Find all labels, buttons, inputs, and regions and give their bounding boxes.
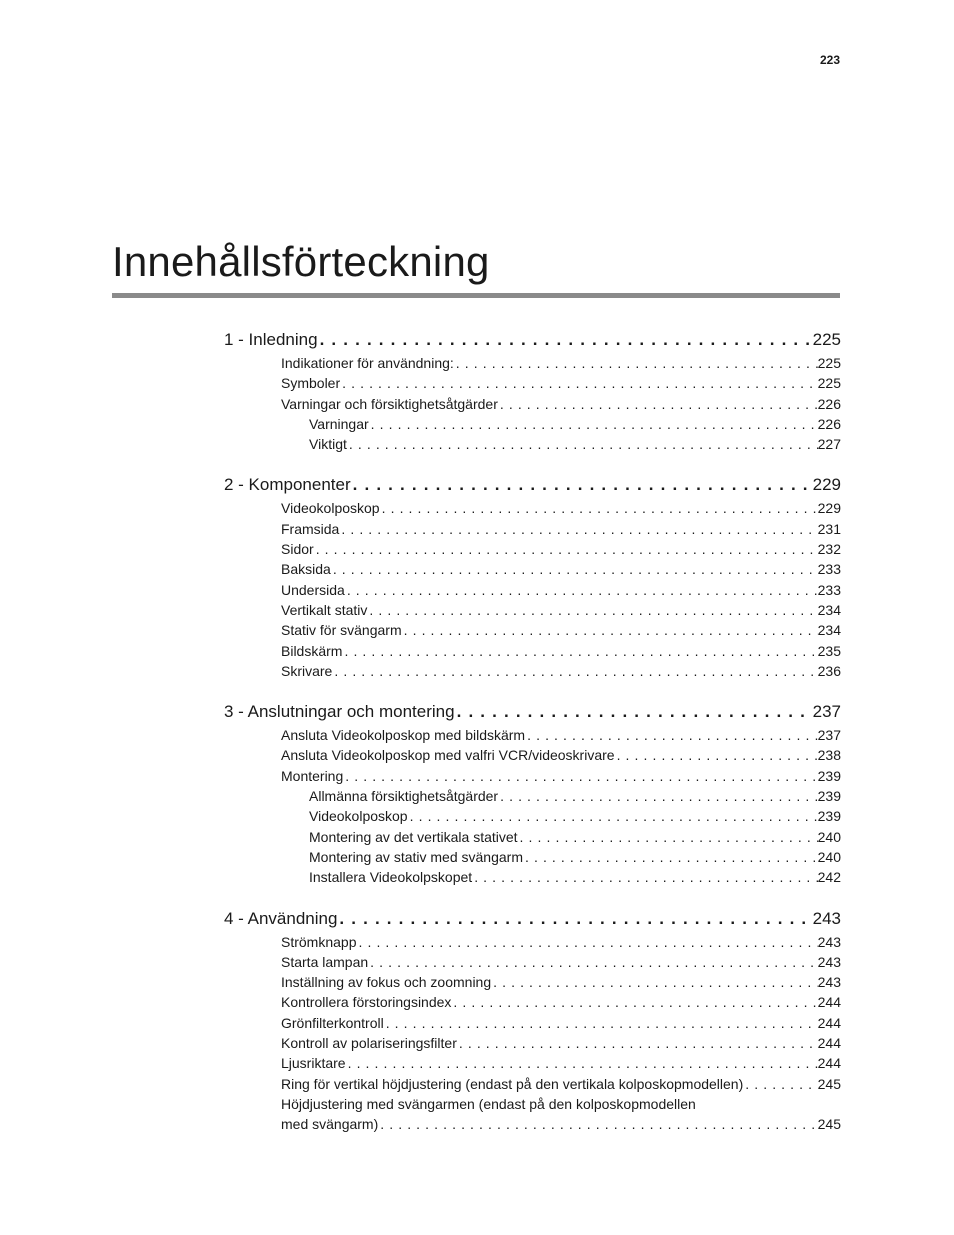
toc-section-4 (224, 909, 841, 1137)
toc-entry[interactable] (224, 747, 841, 767)
toc-entry[interactable] (224, 375, 841, 395)
toc-entry[interactable] (224, 994, 841, 1014)
toc-entry[interactable] (224, 934, 841, 954)
toc-entry-label: Stativ för svängarm (281, 622, 402, 639)
toc-entry-page: 233 (817, 561, 841, 578)
toc-subentry[interactable] (224, 436, 841, 456)
toc-entry-label: Installera Videokolpskopet (309, 869, 473, 886)
dot-leader (457, 1035, 818, 1051)
toc-entry[interactable] (224, 396, 841, 416)
toc-entry[interactable] (224, 663, 841, 683)
toc-entry[interactable] (224, 643, 841, 663)
toc-entry-label: Varningar och försiktighetsåtgärder (281, 395, 498, 412)
dot-leader (523, 849, 818, 865)
toc-entry-page: 240 (817, 848, 841, 865)
toc-entry-label: Bildskärm (281, 642, 343, 659)
toc-entry[interactable] (224, 1076, 841, 1096)
toc-entry-page: 244 (817, 1014, 841, 1031)
toc-entry-page: 245 (817, 1075, 841, 1092)
toc-entry-label: Strömknapp (281, 933, 357, 950)
toc-entry[interactable] (224, 1015, 841, 1035)
toc-chapter-label: 2 - Komponenter (224, 475, 351, 495)
toc-chapter-page: 225 (812, 330, 841, 349)
toc-subentry[interactable] (224, 808, 841, 828)
toc-entry-page: 243 (817, 933, 841, 950)
toc-entry-label: Kontroll av polariseringsfilter (281, 1035, 457, 1052)
toc-subentry[interactable] (224, 788, 841, 808)
dot-leader (331, 561, 818, 577)
toc-entry-label: Framsida (281, 520, 340, 537)
toc-entry[interactable] (224, 1116, 841, 1136)
dot-leader (346, 1055, 818, 1071)
toc-chapter-entry[interactable] (224, 330, 841, 355)
toc-entry-page: 225 (817, 355, 841, 371)
toc-section-1 (224, 330, 841, 456)
dot-leader (378, 1116, 817, 1132)
dot-leader (369, 416, 818, 432)
dot-leader (408, 808, 818, 824)
toc-entry-page: 232 (817, 541, 841, 558)
toc-chapter-page: 243 (812, 908, 841, 928)
toc-entry[interactable] (224, 355, 841, 375)
toc-entry[interactable] (224, 561, 841, 581)
toc-entry-label-line1[interactable]: Höjdjustering med svängarmen (endast på den kolposkopmodellen (281, 1095, 696, 1112)
toc-chapter-page: 237 (812, 702, 841, 722)
toc-entry-page: 233 (817, 581, 841, 598)
toc-entry-label: Sidor (281, 541, 314, 558)
toc-entry-label: Videokolposkop (281, 500, 380, 517)
toc-entry-page: 226 (817, 395, 841, 412)
dot-leader (384, 1015, 818, 1031)
toc-entry-label: med svängarm) (281, 1116, 379, 1133)
toc-entry[interactable] (224, 1035, 841, 1055)
toc-chapter-entry[interactable] (224, 475, 841, 500)
toc-entry-label: Vertikalt stativ (281, 601, 368, 618)
dot-leader (356, 934, 817, 950)
toc-chapter-label: 1 - Inledning (224, 330, 318, 349)
toc-entry-label: Ansluta Videokolposkop med valfri VCR/videoskrivare (281, 747, 615, 764)
dot-leader (451, 994, 817, 1010)
toc-entry-page: 238 (817, 747, 841, 764)
dot-leader (340, 375, 818, 391)
toc-entry-page: 226 (817, 415, 841, 432)
toc-entry-page: 243 (817, 974, 841, 991)
toc-entry-page: 229 (817, 500, 841, 517)
toc-entry-page: 236 (817, 662, 841, 679)
dot-leader (491, 974, 818, 990)
toc-entry-label: Inställning av fokus och zoomning (281, 974, 492, 991)
toc-entry[interactable] (224, 768, 841, 788)
toc-section-2 (224, 475, 841, 683)
toc-entry-label: Videokolposkop (309, 808, 408, 825)
dot-leader (380, 500, 818, 516)
toc-entry-page: 235 (817, 642, 841, 659)
toc-entry[interactable] (224, 602, 841, 622)
toc-entry-label: Symboler (281, 375, 341, 392)
toc-entry[interactable] (224, 622, 841, 642)
dot-leader (345, 582, 818, 598)
toc-entry-label: Ansluta Videokolposkop med bildskärm (281, 727, 526, 744)
toc-entry-page: 234 (817, 622, 841, 639)
toc-chapter-label: 4 - Användning (224, 908, 338, 928)
toc-section-3 (224, 702, 841, 889)
dot-leader (455, 702, 813, 722)
toc-entry-page: 242 (817, 869, 841, 886)
title-rule (112, 293, 840, 298)
table-of-contents (224, 330, 841, 1156)
toc-entry-page: 225 (817, 375, 841, 392)
toc-entry-page: 227 (817, 436, 841, 453)
page-title: Innehållsförteckning (112, 238, 490, 285)
toc-entry-label: Montering av stativ med svängarm (309, 848, 523, 865)
dot-leader (343, 768, 817, 784)
toc-subentry[interactable] (224, 869, 841, 889)
toc-entry-page: 243 (817, 953, 841, 970)
dot-leader (314, 541, 818, 557)
toc-entry-page: 244 (817, 994, 841, 1011)
toc-entry-page: 244 (817, 1035, 841, 1052)
toc-entry-page: 245 (817, 1116, 841, 1133)
toc-chapter-page: 229 (812, 475, 841, 495)
dot-leader (339, 521, 817, 537)
toc-entry[interactable] (224, 1055, 841, 1075)
toc-entry-page: 239 (817, 808, 841, 825)
toc-entry-label: Montering (281, 767, 344, 784)
dot-leader (525, 727, 818, 743)
toc-entry-page: 244 (817, 1055, 841, 1072)
dot-leader (337, 909, 812, 929)
toc-entry-label: Ring för vertikal höjdjustering (endast på den vertikala kolposkopmodellen) (281, 1075, 744, 1092)
dot-leader (332, 663, 817, 679)
toc-entry-label: Starta lampan (281, 953, 369, 970)
dot-leader (342, 643, 817, 659)
toc-entry-label: Skrivare (281, 662, 333, 679)
toc-entry[interactable] (224, 541, 841, 561)
toc-entry-page: 231 (817, 520, 841, 537)
toc-chapter-entry[interactable] (224, 702, 841, 727)
toc-entry-label: Grönfilterkontroll (281, 1014, 384, 1031)
toc-entry-label: Undersida (281, 581, 345, 598)
toc-entry[interactable] (224, 727, 841, 747)
toc-entry[interactable] (224, 954, 841, 974)
toc-entry-label: Allmänna försiktighetsåtgärder (309, 788, 499, 805)
dot-leader (454, 355, 818, 371)
toc-chapter-label: 3 - Anslutningar och montering (224, 702, 455, 722)
page-number: 223 (819, 53, 840, 67)
toc-entry-label: Baksida (281, 561, 331, 578)
dot-leader (743, 1076, 817, 1092)
dot-leader (518, 829, 818, 845)
toc-entry[interactable] (224, 974, 841, 994)
toc-subentry[interactable] (224, 829, 841, 849)
dot-leader (615, 747, 818, 763)
dot-leader (347, 436, 818, 452)
dot-leader (498, 788, 818, 804)
dot-leader (368, 954, 817, 970)
dot-leader (318, 330, 813, 350)
toc-entry-page: 237 (817, 727, 841, 744)
dot-leader (472, 869, 817, 885)
dot-leader (367, 602, 817, 618)
toc-entry-label: Varningar (309, 415, 369, 432)
toc-entry[interactable] (224, 521, 841, 541)
toc-entry-page: 239 (817, 767, 841, 784)
dot-leader (402, 622, 818, 638)
toc-entry-label: Kontrollera förstoringsindex (281, 994, 452, 1011)
toc-entry-page: 240 (817, 828, 841, 845)
toc-entry[interactable] (224, 582, 841, 602)
toc-entry[interactable] (224, 500, 841, 520)
toc-entry-label: Viktigt (309, 436, 347, 453)
toc-subentry[interactable] (224, 849, 841, 869)
dot-leader (498, 396, 818, 412)
toc-subentry[interactable] (224, 416, 841, 436)
toc-chapter-entry[interactable] (224, 909, 841, 934)
toc-entry-label: Ljusriktare (281, 1055, 346, 1072)
toc-entry-label: Indikationer för användning: (281, 355, 454, 371)
toc-entry-label: Montering av det vertikala stativet (309, 828, 518, 845)
toc-entry-page: 239 (817, 788, 841, 805)
toc-entry-page: 234 (817, 601, 841, 618)
dot-leader (351, 475, 813, 495)
